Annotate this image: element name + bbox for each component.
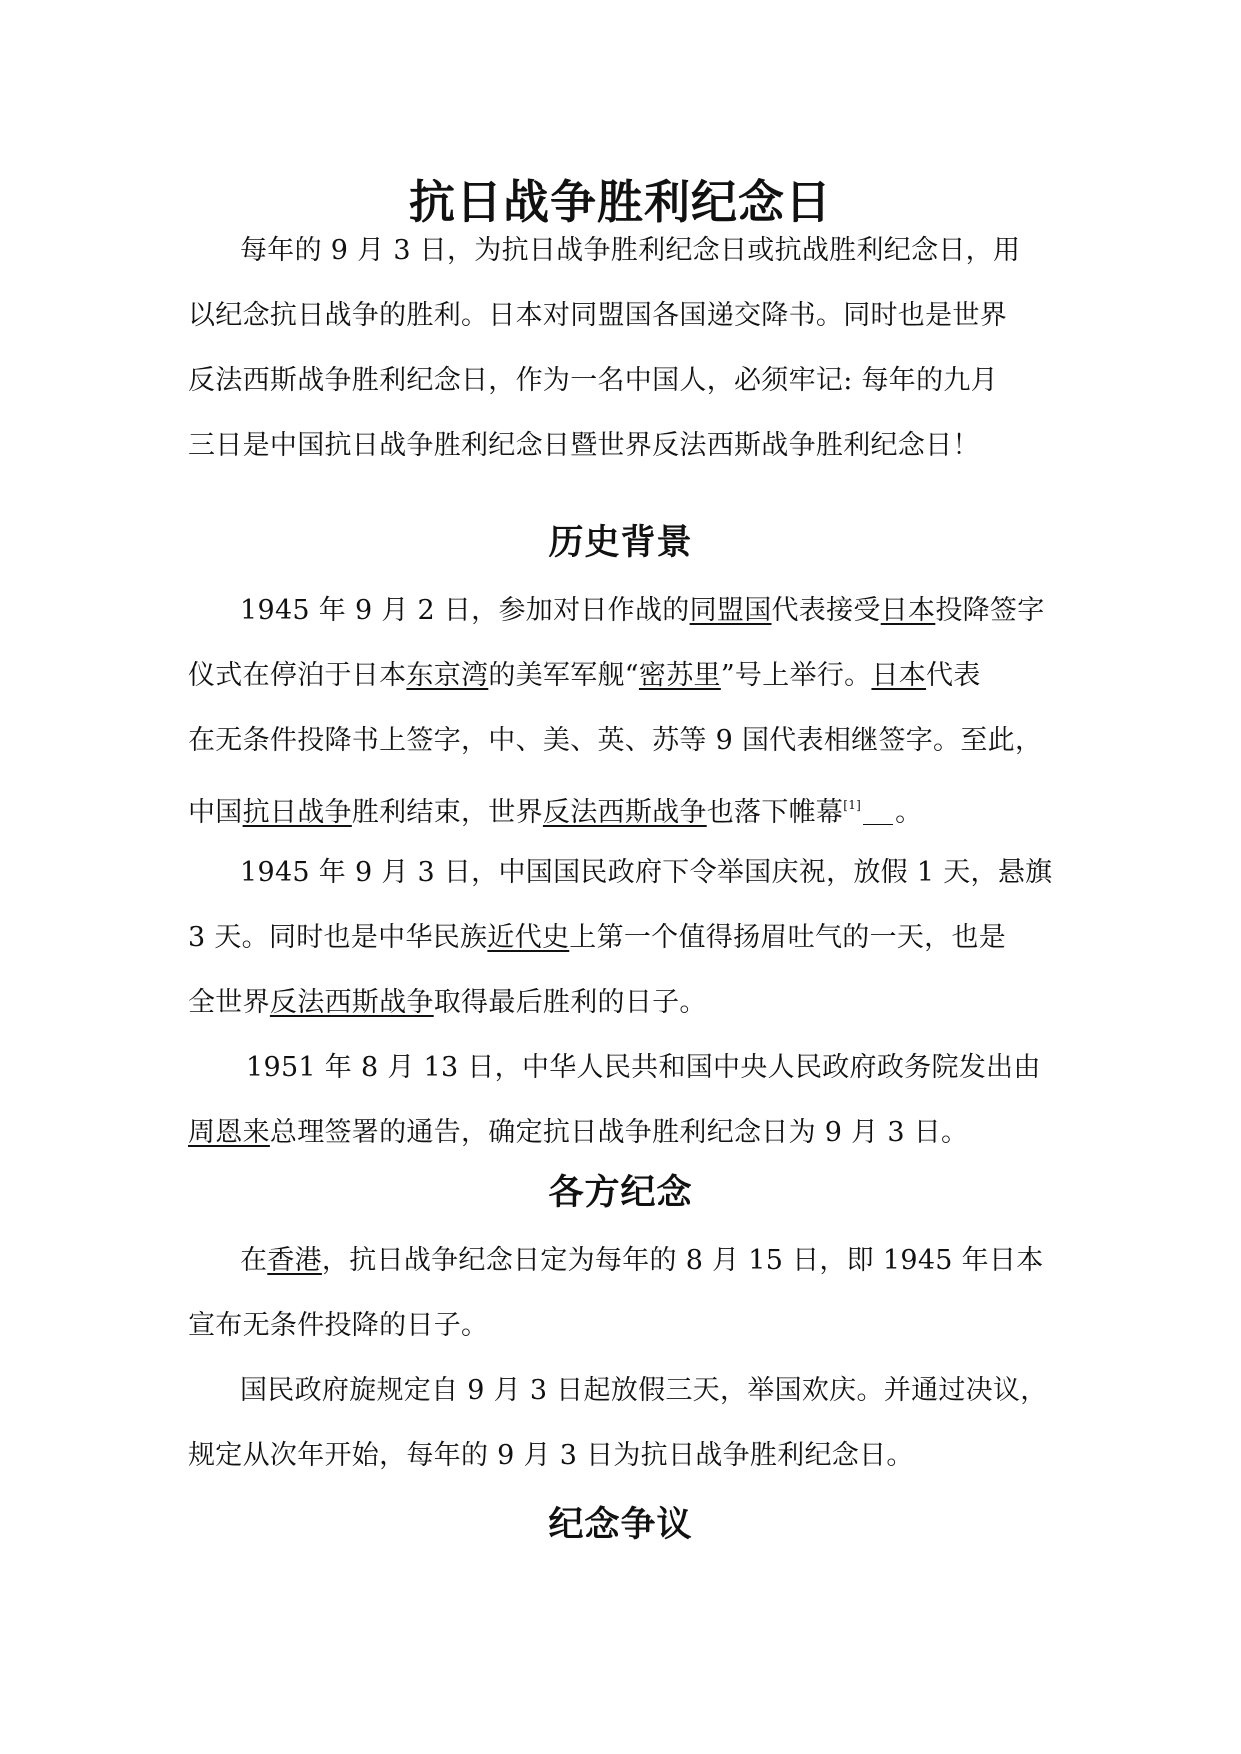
text-line: 在香港，抗日战争纪念日定为每年的 8 月 15 日，即 1945 年日本 — [240, 1245, 1044, 1276]
link-hong-kong[interactable]: 香港 — [267, 1245, 322, 1276]
link-war-of-resistance[interactable]: 抗日战争 — [242, 797, 352, 828]
link-japan[interactable]: 日本 — [871, 660, 927, 691]
intro-paragraph — [188, 218, 1052, 478]
text-line: 在无条件投降书上签字，中、美、英、苏等 9 国代表相继签字。至此， — [188, 725, 1043, 756]
text-line: 1945 年 9 月 2 日，参加对日作战的同盟国代表接受日本投降签字 — [240, 595, 1045, 626]
link-anti-fascist-war[interactable]: 反法西斯战争 — [542, 797, 707, 828]
section-heading-memorial: 各方纪念 — [548, 1173, 693, 1213]
text-line: 以纪念抗日战争的胜利。日本对同盟国各国递交降书。同时也是世界 — [188, 300, 1007, 331]
text-line: 1951 年 8 月 13 日，中华人民共和国中央人民政府政务院发出由 — [246, 1052, 1041, 1083]
link-anti-fascist-war[interactable]: 反法西斯战争 — [269, 987, 434, 1018]
text-line: 反法西斯战争胜利纪念日，作为一名中国人，必须牢记: 每年的九月 — [188, 365, 998, 396]
text-line: 周恩来总理签署的通告，确定抗日战争胜利纪念日为 9 月 3 日。 — [188, 1117, 969, 1148]
link-allied-powers[interactable]: 同盟国 — [689, 595, 772, 626]
underline-blank — [863, 823, 893, 825]
memorial-paragraph-1 — [188, 1228, 1052, 1358]
link-zhou-enlai[interactable]: 周恩来 — [188, 1117, 270, 1148]
text-line: 国民政府旋规定自 9 月 3 日起放假三天，举国欢庆。并通过决议， — [240, 1375, 1048, 1406]
link-modern-history[interactable]: 近代史 — [487, 922, 570, 953]
text-line: 仪式在停泊于日本东京湾的美军军舰“密苏里”号上举行。日本代表 — [188, 660, 981, 691]
text-line: 全世界反法西斯战争取得最后胜利的日子。 — [188, 987, 707, 1018]
text-line: 规定从次年开始，每年的 9 月 3 日为抗日战争胜利纪念日。 — [188, 1440, 914, 1471]
link-missouri[interactable]: 密苏里 — [638, 660, 721, 691]
link-japan[interactable]: 日本 — [880, 595, 936, 626]
section-heading-history: 历史背景 — [548, 523, 693, 563]
section-heading-dispute: 纪念争议 — [548, 1505, 693, 1545]
text-line: 3 天。同时也是中华民族近代史上第一个值得扬眉吐气的一天，也是 — [188, 922, 1007, 953]
document-title: 抗日战争胜利纪念日 — [409, 175, 832, 229]
history-paragraph-2 — [188, 840, 1052, 1035]
text-line: 三日是中国抗日战争胜利纪念日暨世界反法西斯战争胜利纪念日！ — [188, 430, 980, 461]
link-tokyo-bay[interactable]: 东京湾 — [406, 660, 489, 691]
text-line: 宣布无条件投降的日子。 — [188, 1310, 489, 1341]
text-line: 每年的 9 月 3 日，为抗日战争胜利纪念日或抗战胜利纪念日，用 — [240, 235, 1021, 266]
history-paragraph-1 — [188, 578, 1052, 838]
text-line: 1945 年 9 月 3 日，中国国民政府下令举国庆祝，放假 1 天，悬旗 — [240, 857, 1053, 888]
footnote-reference[interactable]: [1] — [843, 798, 862, 812]
memorial-paragraph-2 — [188, 1358, 1052, 1488]
history-paragraph-3 — [188, 1035, 1052, 1165]
text-line: 中国抗日战争胜利结束，世界反法西斯战争也落下帷幕[1] 。 — [188, 797, 923, 828]
